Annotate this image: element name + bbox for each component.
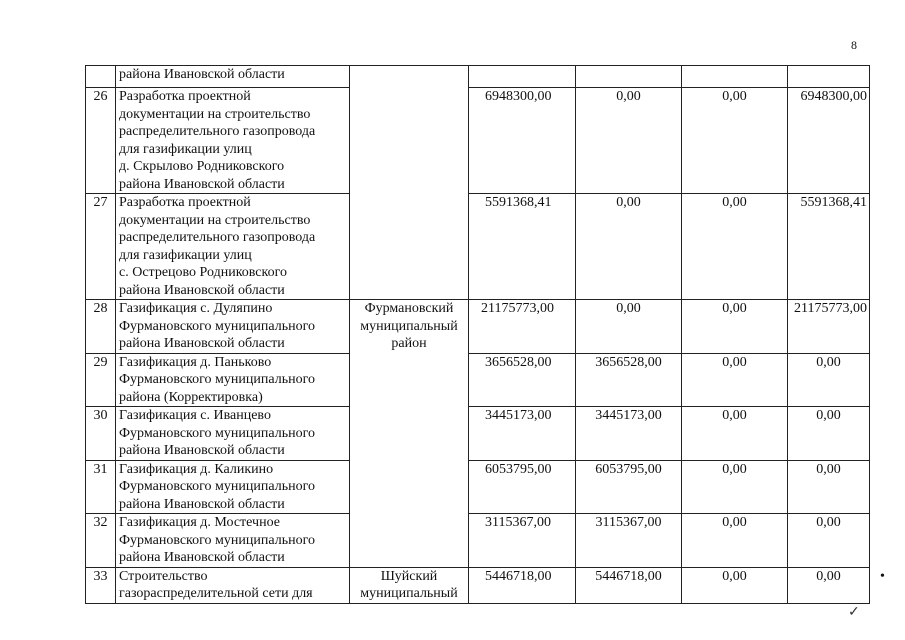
value-cell-empty: [469, 66, 576, 88]
value-cell-empty: [682, 66, 788, 88]
row-name: Разработка проектной документации на строительство распределительного газопровода для газификации улиц с. Острецово Родниковского района Ивановской области: [116, 194, 350, 300]
row-number: 27: [86, 194, 116, 300]
value-cell: 5446718,00: [576, 567, 682, 603]
margin-dot: •: [880, 569, 885, 584]
value-cell: 21175773,00: [469, 300, 576, 354]
value-cell: 3656528,00: [576, 353, 682, 407]
table-row: [86, 567, 870, 603]
value-cell: 0,00: [682, 460, 788, 514]
value-cell: 3445173,00: [576, 407, 682, 461]
value-cell: 0,00: [682, 407, 788, 461]
value-cell-empty: [788, 66, 870, 88]
row-number: 31: [86, 460, 116, 514]
row-name: района Ивановской области: [116, 66, 350, 88]
row-number: 26: [86, 88, 116, 194]
value-cell: 5591368,41: [788, 194, 870, 300]
page-number: 8: [851, 38, 857, 52]
value-cell: 0,00: [788, 353, 870, 407]
value-cell: 0,00: [682, 194, 788, 300]
row-name: Разработка проектной документации на строительство распределительного газопровода для газификации улиц д. Скрылово Родниковского района Ивановской области: [116, 88, 350, 194]
table-row: [86, 300, 870, 354]
value-cell: 3115367,00: [469, 514, 576, 568]
row-number: 29: [86, 353, 116, 407]
row-name: Газификация д. Паньково Фурмановского муниципального района (Корректировка): [116, 353, 350, 407]
row-name: Газификация с. Иванцево Фурмановского муниципального района Ивановской области: [116, 407, 350, 461]
value-cell: 0,00: [788, 460, 870, 514]
check-mark-icon: ✓: [848, 605, 860, 620]
row-number: 32: [86, 514, 116, 568]
row-name: Строительство газораспределительной сети для: [116, 567, 350, 603]
row-number: 33: [86, 567, 116, 603]
value-cell: 0,00: [682, 567, 788, 603]
value-cell: 3115367,00: [576, 514, 682, 568]
table-row: [86, 514, 870, 568]
district-furmanov: Фурмановский муниципальный район: [350, 300, 469, 568]
table-row: [86, 460, 870, 514]
value-cell: 3656528,00: [469, 353, 576, 407]
district-cell-empty: [350, 66, 469, 300]
row-name: Газификация д. Каликино Фурмановского муниципального района Ивановской области: [116, 460, 350, 514]
row-number-empty: [86, 66, 116, 88]
value-cell: 0,00: [682, 353, 788, 407]
table-row: [86, 407, 870, 461]
row-name: Газификация д. Мостечное Фурмановского муниципального района Ивановской области: [116, 514, 350, 568]
value-cell: 6948300,00: [469, 88, 576, 194]
district-shuya: Шуйский муниципальный: [350, 567, 469, 603]
budget-table: [85, 65, 870, 604]
value-cell: 5446718,00: [469, 567, 576, 603]
value-cell: 0,00: [576, 194, 682, 300]
value-cell: 21175773,00: [788, 300, 870, 354]
row-number: 30: [86, 407, 116, 461]
value-cell: 3445173,00: [469, 407, 576, 461]
table-row: [86, 194, 870, 300]
value-cell: 0,00: [788, 407, 870, 461]
value-cell: 0,00: [788, 567, 870, 603]
row-name: Газификация с. Дуляпино Фурмановского муниципального района Ивановской области: [116, 300, 350, 354]
value-cell: 0,00: [788, 514, 870, 568]
value-cell: 5591368,41: [469, 194, 576, 300]
value-cell: 6053795,00: [576, 460, 682, 514]
table-row-continuation: [86, 66, 870, 88]
value-cell: 6053795,00: [469, 460, 576, 514]
table-row: [86, 353, 870, 407]
value-cell: 0,00: [576, 300, 682, 354]
table-row: [86, 88, 870, 194]
value-cell: 0,00: [682, 300, 788, 354]
value-cell: 6948300,00: [788, 88, 870, 194]
value-cell-empty: [576, 66, 682, 88]
row-number: 28: [86, 300, 116, 354]
value-cell: 0,00: [682, 88, 788, 194]
value-cell: 0,00: [576, 88, 682, 194]
value-cell: 0,00: [682, 514, 788, 568]
